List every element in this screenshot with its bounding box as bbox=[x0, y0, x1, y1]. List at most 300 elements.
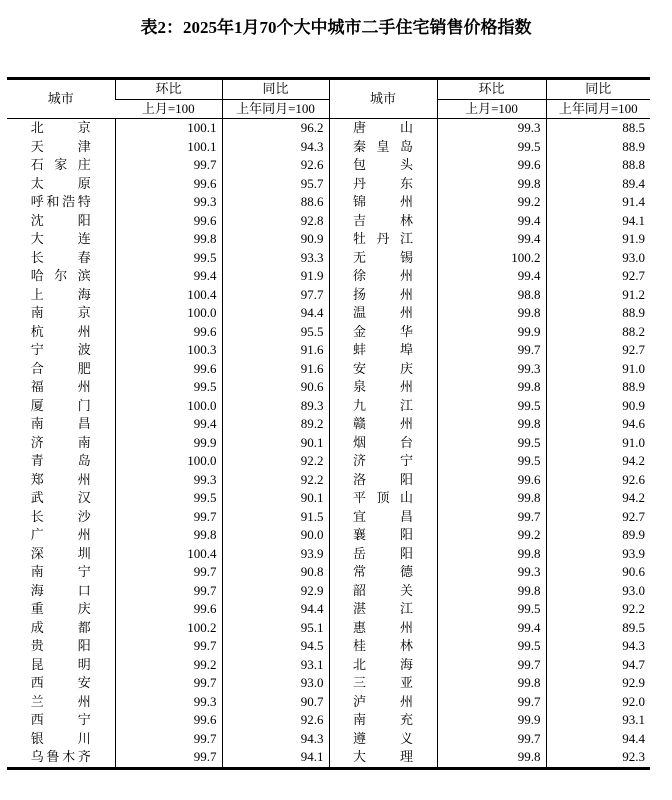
yoy-value-cell: 93.0 bbox=[546, 582, 650, 601]
city-cell bbox=[329, 582, 437, 601]
city-name: 重庆 bbox=[30, 601, 91, 616]
header-yoy-base-right: 上年同月=100 bbox=[546, 99, 650, 119]
yoy-value-cell: 91.5 bbox=[222, 508, 329, 527]
city-cell bbox=[7, 212, 115, 231]
mom-value-cell: 99.7 bbox=[437, 730, 546, 749]
table-body bbox=[7, 119, 650, 769]
yoy-value-cell: 92.3 bbox=[546, 748, 650, 768]
mom-value-cell: 99.9 bbox=[437, 323, 546, 342]
mom-value-cell: 99.3 bbox=[115, 693, 222, 712]
table-row bbox=[7, 656, 650, 675]
city-name: 宁波 bbox=[30, 342, 91, 357]
mom-value-cell: 99.5 bbox=[115, 249, 222, 268]
yoy-value-cell: 91.9 bbox=[222, 267, 329, 286]
yoy-value-cell: 90.8 bbox=[222, 563, 329, 582]
mom-value-cell: 100.1 bbox=[115, 138, 222, 157]
city-cell bbox=[7, 619, 115, 638]
yoy-value-cell: 92.2 bbox=[546, 600, 650, 619]
yoy-value-cell: 91.0 bbox=[546, 360, 650, 379]
city-name: 安庆 bbox=[353, 360, 413, 376]
yoy-value-cell: 92.0 bbox=[546, 693, 650, 712]
table-row bbox=[7, 193, 650, 212]
city-name: 北海 bbox=[353, 656, 413, 672]
city-cell bbox=[7, 267, 115, 286]
table-row bbox=[7, 397, 650, 416]
yoy-value-cell: 94.3 bbox=[222, 730, 329, 749]
mom-value-cell: 99.3 bbox=[115, 471, 222, 490]
mom-value-cell: 99.6 bbox=[115, 323, 222, 342]
table-row bbox=[7, 230, 650, 249]
mom-value-cell: 99.8 bbox=[437, 582, 546, 601]
city-name: 昆明 bbox=[30, 656, 91, 672]
yoy-value-cell: 92.9 bbox=[546, 674, 650, 693]
city-name: 锦州 bbox=[353, 194, 413, 209]
yoy-value-cell: 92.7 bbox=[546, 341, 650, 360]
mom-value-cell: 99.8 bbox=[437, 674, 546, 693]
mom-value-cell: 99.7 bbox=[115, 156, 222, 175]
city-name: 西宁 bbox=[30, 712, 91, 727]
mom-value-cell: 100.3 bbox=[115, 341, 222, 360]
city-cell bbox=[329, 489, 437, 508]
header-mom-base-right: 上月=100 bbox=[437, 99, 546, 119]
city-name: 南昌 bbox=[30, 416, 91, 431]
yoy-value-cell: 93.1 bbox=[546, 711, 650, 730]
city-cell bbox=[7, 230, 115, 249]
yoy-value-cell: 90.7 bbox=[222, 693, 329, 712]
city-name: 哈尔滨 bbox=[30, 268, 91, 283]
mom-value-cell: 99.5 bbox=[437, 397, 546, 416]
table-row bbox=[7, 156, 650, 175]
city-cell bbox=[329, 434, 437, 453]
mom-value-cell: 99.5 bbox=[437, 452, 546, 471]
city-name: 九江 bbox=[353, 397, 413, 413]
yoy-value-cell: 89.4 bbox=[546, 175, 650, 194]
price-index-table bbox=[7, 77, 650, 770]
table-row bbox=[7, 674, 650, 693]
mom-value-cell: 98.8 bbox=[437, 286, 546, 305]
city-name: 岳阳 bbox=[353, 545, 413, 561]
city-cell bbox=[329, 711, 437, 730]
yoy-value-cell: 90.6 bbox=[546, 563, 650, 582]
city-cell bbox=[329, 397, 437, 416]
city-cell bbox=[329, 138, 437, 157]
mom-value-cell: 99.6 bbox=[115, 175, 222, 194]
header-row-1 bbox=[7, 79, 650, 100]
mom-value-cell: 99.2 bbox=[115, 656, 222, 675]
city-name: 天津 bbox=[30, 138, 91, 154]
yoy-value-cell: 89.5 bbox=[546, 619, 650, 638]
city-name: 杭州 bbox=[30, 323, 91, 339]
yoy-value-cell: 92.6 bbox=[222, 711, 329, 730]
table-row bbox=[7, 452, 650, 471]
city-cell bbox=[7, 600, 115, 619]
yoy-value-cell: 88.2 bbox=[546, 323, 650, 342]
city-name: 乌鲁木齐 bbox=[30, 749, 91, 764]
yoy-value-cell: 89.2 bbox=[222, 415, 329, 434]
table-row bbox=[7, 582, 650, 601]
city-name: 温州 bbox=[353, 305, 413, 320]
city-cell bbox=[7, 156, 115, 175]
city-name: 呼和浩特 bbox=[30, 194, 91, 209]
city-name: 宜昌 bbox=[353, 508, 413, 524]
city-cell bbox=[329, 249, 437, 268]
mom-value-cell: 99.8 bbox=[437, 378, 546, 397]
table-row bbox=[7, 563, 650, 582]
city-cell bbox=[7, 711, 115, 730]
table-row bbox=[7, 138, 650, 157]
city-cell bbox=[7, 508, 115, 527]
table-row bbox=[7, 693, 650, 712]
city-cell bbox=[7, 637, 115, 656]
header-city-left: 城市 bbox=[7, 79, 115, 119]
mom-value-cell: 99.7 bbox=[437, 508, 546, 527]
table-row bbox=[7, 711, 650, 730]
table-row bbox=[7, 526, 650, 545]
city-cell bbox=[329, 304, 437, 323]
city-name: 韶关 bbox=[353, 582, 413, 598]
table-row bbox=[7, 434, 650, 453]
yoy-value-cell: 93.3 bbox=[222, 249, 329, 268]
city-name: 唐山 bbox=[353, 120, 413, 135]
city-name: 湛江 bbox=[353, 601, 413, 616]
yoy-value-cell: 91.6 bbox=[222, 360, 329, 379]
city-name: 银川 bbox=[30, 730, 91, 746]
mom-value-cell: 99.7 bbox=[437, 656, 546, 675]
page-title: 表2：2025年1月70个大中城市二手住宅销售价格指数 bbox=[140, 18, 532, 37]
city-cell bbox=[7, 378, 115, 397]
city-cell bbox=[329, 193, 437, 212]
yoy-value-cell: 92.7 bbox=[546, 267, 650, 286]
yoy-value-cell: 92.7 bbox=[546, 508, 650, 527]
mom-value-cell: 99.7 bbox=[115, 508, 222, 527]
header-yoy-base-left: 上年同月=100 bbox=[222, 99, 329, 119]
city-name: 北京 bbox=[30, 120, 91, 135]
city-cell bbox=[7, 415, 115, 434]
mom-value-cell: 99.5 bbox=[437, 434, 546, 453]
header-yoy-left: 同比 bbox=[222, 79, 329, 100]
city-cell bbox=[329, 156, 437, 175]
mom-value-cell: 100.0 bbox=[115, 304, 222, 323]
table-row bbox=[7, 175, 650, 194]
city-name: 长沙 bbox=[30, 508, 91, 524]
city-cell bbox=[7, 452, 115, 471]
city-name: 合肥 bbox=[30, 360, 91, 376]
mom-value-cell: 99.6 bbox=[115, 212, 222, 231]
city-cell bbox=[329, 323, 437, 342]
city-cell bbox=[7, 674, 115, 693]
yoy-value-cell: 95.1 bbox=[222, 619, 329, 638]
yoy-value-cell: 94.3 bbox=[546, 637, 650, 656]
table-row bbox=[7, 378, 650, 397]
city-cell bbox=[7, 656, 115, 675]
table-row bbox=[7, 508, 650, 527]
mom-value-cell: 99.3 bbox=[115, 193, 222, 212]
city-name: 南京 bbox=[30, 305, 91, 320]
yoy-value-cell: 94.5 bbox=[222, 637, 329, 656]
table-row bbox=[7, 249, 650, 268]
city-name: 蚌埠 bbox=[353, 342, 413, 357]
city-cell bbox=[7, 748, 115, 768]
table-row bbox=[7, 212, 650, 231]
table-row bbox=[7, 341, 650, 360]
mom-value-cell: 99.7 bbox=[115, 730, 222, 749]
yoy-value-cell: 90.9 bbox=[546, 397, 650, 416]
city-name: 烟台 bbox=[353, 434, 413, 450]
city-cell bbox=[7, 693, 115, 712]
yoy-value-cell: 90.1 bbox=[222, 489, 329, 508]
mom-value-cell: 99.2 bbox=[437, 193, 546, 212]
city-name: 郑州 bbox=[30, 471, 91, 487]
city-cell bbox=[7, 489, 115, 508]
city-name: 成都 bbox=[30, 619, 91, 635]
header-mom-right: 环比 bbox=[437, 79, 546, 100]
city-cell bbox=[329, 471, 437, 490]
yoy-value-cell: 93.0 bbox=[222, 674, 329, 693]
city-cell bbox=[7, 434, 115, 453]
mom-value-cell: 99.8 bbox=[437, 304, 546, 323]
city-name: 平顶山 bbox=[353, 490, 413, 505]
mom-value-cell: 99.8 bbox=[437, 748, 546, 768]
yoy-value-cell: 90.9 bbox=[222, 230, 329, 249]
mom-value-cell: 99.7 bbox=[115, 582, 222, 601]
table-row bbox=[7, 360, 650, 379]
city-name: 大理 bbox=[353, 749, 413, 764]
mom-value-cell: 99.4 bbox=[437, 619, 546, 638]
table-row bbox=[7, 545, 650, 564]
city-name: 石家庄 bbox=[30, 157, 91, 172]
yoy-value-cell: 91.4 bbox=[546, 193, 650, 212]
city-name: 襄阳 bbox=[353, 527, 413, 542]
city-cell bbox=[329, 230, 437, 249]
yoy-value-cell: 91.6 bbox=[222, 341, 329, 360]
mom-value-cell: 100.4 bbox=[115, 286, 222, 305]
header-yoy-right: 同比 bbox=[546, 79, 650, 100]
city-name: 兰州 bbox=[30, 693, 91, 709]
city-cell bbox=[329, 674, 437, 693]
mom-value-cell: 99.5 bbox=[437, 637, 546, 656]
city-cell bbox=[7, 119, 115, 138]
yoy-value-cell: 92.8 bbox=[222, 212, 329, 231]
city-name: 厦门 bbox=[30, 397, 91, 413]
city-cell bbox=[329, 378, 437, 397]
table-row bbox=[7, 286, 650, 305]
mom-value-cell: 99.8 bbox=[115, 526, 222, 545]
city-cell bbox=[329, 526, 437, 545]
table-row bbox=[7, 730, 650, 749]
yoy-value-cell: 92.6 bbox=[546, 471, 650, 490]
yoy-value-cell: 90.1 bbox=[222, 434, 329, 453]
city-cell bbox=[329, 360, 437, 379]
city-name: 牡丹江 bbox=[353, 231, 413, 246]
header-city-right: 城市 bbox=[329, 79, 437, 119]
city-name: 武汉 bbox=[30, 490, 91, 505]
table-row bbox=[7, 267, 650, 286]
mom-value-cell: 99.3 bbox=[437, 563, 546, 582]
yoy-value-cell: 93.1 bbox=[222, 656, 329, 675]
yoy-value-cell: 91.2 bbox=[546, 286, 650, 305]
city-name: 深圳 bbox=[30, 545, 91, 561]
mom-value-cell: 99.8 bbox=[437, 545, 546, 564]
yoy-value-cell: 95.5 bbox=[222, 323, 329, 342]
mom-value-cell: 99.6 bbox=[437, 156, 546, 175]
table-header bbox=[7, 79, 650, 119]
yoy-value-cell: 88.9 bbox=[546, 304, 650, 323]
yoy-value-cell: 94.7 bbox=[546, 656, 650, 675]
table-row bbox=[7, 489, 650, 508]
mom-value-cell: 99.8 bbox=[437, 489, 546, 508]
mom-value-cell: 99.9 bbox=[437, 711, 546, 730]
city-cell bbox=[7, 138, 115, 157]
mom-value-cell: 99.4 bbox=[115, 415, 222, 434]
yoy-value-cell: 94.2 bbox=[546, 489, 650, 508]
yoy-value-cell: 94.3 bbox=[222, 138, 329, 157]
yoy-value-cell: 91.9 bbox=[546, 230, 650, 249]
mom-value-cell: 99.3 bbox=[437, 360, 546, 379]
yoy-value-cell: 94.4 bbox=[222, 304, 329, 323]
city-cell bbox=[329, 175, 437, 194]
city-name: 扬州 bbox=[353, 286, 413, 302]
mom-value-cell: 99.4 bbox=[115, 267, 222, 286]
yoy-value-cell: 89.3 bbox=[222, 397, 329, 416]
yoy-value-cell: 88.9 bbox=[546, 378, 650, 397]
city-name: 秦皇岛 bbox=[353, 138, 413, 154]
mom-value-cell: 99.5 bbox=[437, 600, 546, 619]
city-cell bbox=[329, 341, 437, 360]
city-name: 遵义 bbox=[353, 730, 413, 746]
yoy-value-cell: 88.5 bbox=[546, 119, 650, 138]
city-name: 洛阳 bbox=[353, 471, 413, 487]
mom-value-cell: 100.1 bbox=[115, 119, 222, 138]
yoy-value-cell: 94.4 bbox=[222, 600, 329, 619]
city-name: 西安 bbox=[30, 675, 91, 690]
city-cell bbox=[7, 249, 115, 268]
city-name: 上海 bbox=[30, 286, 91, 302]
city-cell bbox=[329, 508, 437, 527]
yoy-value-cell: 91.0 bbox=[546, 434, 650, 453]
city-name: 南充 bbox=[353, 712, 413, 727]
yoy-value-cell: 95.7 bbox=[222, 175, 329, 194]
yoy-value-cell: 89.9 bbox=[546, 526, 650, 545]
mom-value-cell: 99.5 bbox=[115, 378, 222, 397]
mom-value-cell: 99.4 bbox=[437, 212, 546, 231]
mom-value-cell: 99.5 bbox=[437, 138, 546, 157]
city-name: 丹东 bbox=[353, 175, 413, 191]
yoy-value-cell: 90.6 bbox=[222, 378, 329, 397]
table-row bbox=[7, 323, 650, 342]
mom-value-cell: 99.6 bbox=[115, 711, 222, 730]
city-cell bbox=[329, 563, 437, 582]
table-row bbox=[7, 304, 650, 323]
city-name: 海口 bbox=[30, 582, 91, 598]
yoy-value-cell: 88.9 bbox=[546, 138, 650, 157]
table-row bbox=[7, 619, 650, 638]
city-name: 福州 bbox=[30, 379, 91, 394]
yoy-value-cell: 92.2 bbox=[222, 452, 329, 471]
city-name: 长春 bbox=[30, 249, 91, 265]
yoy-value-cell: 88.8 bbox=[546, 156, 650, 175]
city-name: 沈阳 bbox=[30, 212, 91, 228]
city-cell bbox=[329, 212, 437, 231]
yoy-value-cell: 94.1 bbox=[222, 748, 329, 768]
mom-value-cell: 99.5 bbox=[115, 489, 222, 508]
yoy-value-cell: 88.6 bbox=[222, 193, 329, 212]
city-cell bbox=[329, 415, 437, 434]
city-cell bbox=[329, 119, 437, 138]
city-name: 三亚 bbox=[353, 675, 413, 690]
mom-value-cell: 100.4 bbox=[115, 545, 222, 564]
mom-value-cell: 100.2 bbox=[115, 619, 222, 638]
city-name: 南宁 bbox=[30, 564, 91, 579]
city-name: 徐州 bbox=[353, 268, 413, 283]
mom-value-cell: 99.9 bbox=[115, 434, 222, 453]
table-row bbox=[7, 415, 650, 434]
mom-value-cell: 99.6 bbox=[115, 360, 222, 379]
yoy-value-cell: 92.9 bbox=[222, 582, 329, 601]
city-cell bbox=[7, 471, 115, 490]
city-cell bbox=[329, 286, 437, 305]
city-name: 惠州 bbox=[353, 619, 413, 635]
city-name: 贵阳 bbox=[30, 638, 91, 653]
city-cell bbox=[7, 341, 115, 360]
yoy-value-cell: 90.0 bbox=[222, 526, 329, 545]
city-name: 桂林 bbox=[353, 638, 413, 653]
yoy-value-cell: 94.2 bbox=[546, 452, 650, 471]
city-cell bbox=[329, 600, 437, 619]
city-name: 金华 bbox=[353, 323, 413, 339]
mom-value-cell: 99.7 bbox=[115, 637, 222, 656]
mom-value-cell: 99.4 bbox=[437, 267, 546, 286]
city-cell bbox=[7, 360, 115, 379]
city-cell bbox=[7, 323, 115, 342]
city-name: 太原 bbox=[30, 175, 91, 191]
header-mom-left: 环比 bbox=[115, 79, 222, 100]
yoy-value-cell: 93.9 bbox=[222, 545, 329, 564]
city-name: 济南 bbox=[30, 434, 91, 450]
city-cell bbox=[7, 563, 115, 582]
city-cell bbox=[329, 619, 437, 638]
yoy-value-cell: 94.6 bbox=[546, 415, 650, 434]
mom-value-cell: 100.0 bbox=[115, 452, 222, 471]
yoy-value-cell: 94.4 bbox=[546, 730, 650, 749]
mom-value-cell: 99.7 bbox=[115, 563, 222, 582]
city-name: 无锡 bbox=[353, 249, 413, 265]
city-name: 大连 bbox=[30, 231, 91, 246]
mom-value-cell: 100.2 bbox=[437, 249, 546, 268]
city-name: 赣州 bbox=[353, 416, 413, 431]
city-cell bbox=[7, 397, 115, 416]
mom-value-cell: 99.2 bbox=[437, 526, 546, 545]
mom-value-cell: 99.3 bbox=[437, 119, 546, 138]
city-cell bbox=[329, 656, 437, 675]
table-row bbox=[7, 471, 650, 490]
mom-value-cell: 99.8 bbox=[437, 415, 546, 434]
yoy-value-cell: 93.0 bbox=[546, 249, 650, 268]
yoy-value-cell: 92.2 bbox=[222, 471, 329, 490]
city-cell bbox=[7, 582, 115, 601]
mom-value-cell: 100.0 bbox=[115, 397, 222, 416]
city-name: 青岛 bbox=[30, 453, 91, 468]
city-name: 广州 bbox=[30, 527, 91, 542]
city-name: 包头 bbox=[353, 157, 413, 172]
yoy-value-cell: 94.1 bbox=[546, 212, 650, 231]
table-row bbox=[7, 119, 650, 138]
city-cell bbox=[329, 267, 437, 286]
mom-value-cell: 99.7 bbox=[437, 693, 546, 712]
city-cell bbox=[329, 693, 437, 712]
city-cell bbox=[7, 545, 115, 564]
yoy-value-cell: 92.6 bbox=[222, 156, 329, 175]
city-cell bbox=[329, 748, 437, 768]
